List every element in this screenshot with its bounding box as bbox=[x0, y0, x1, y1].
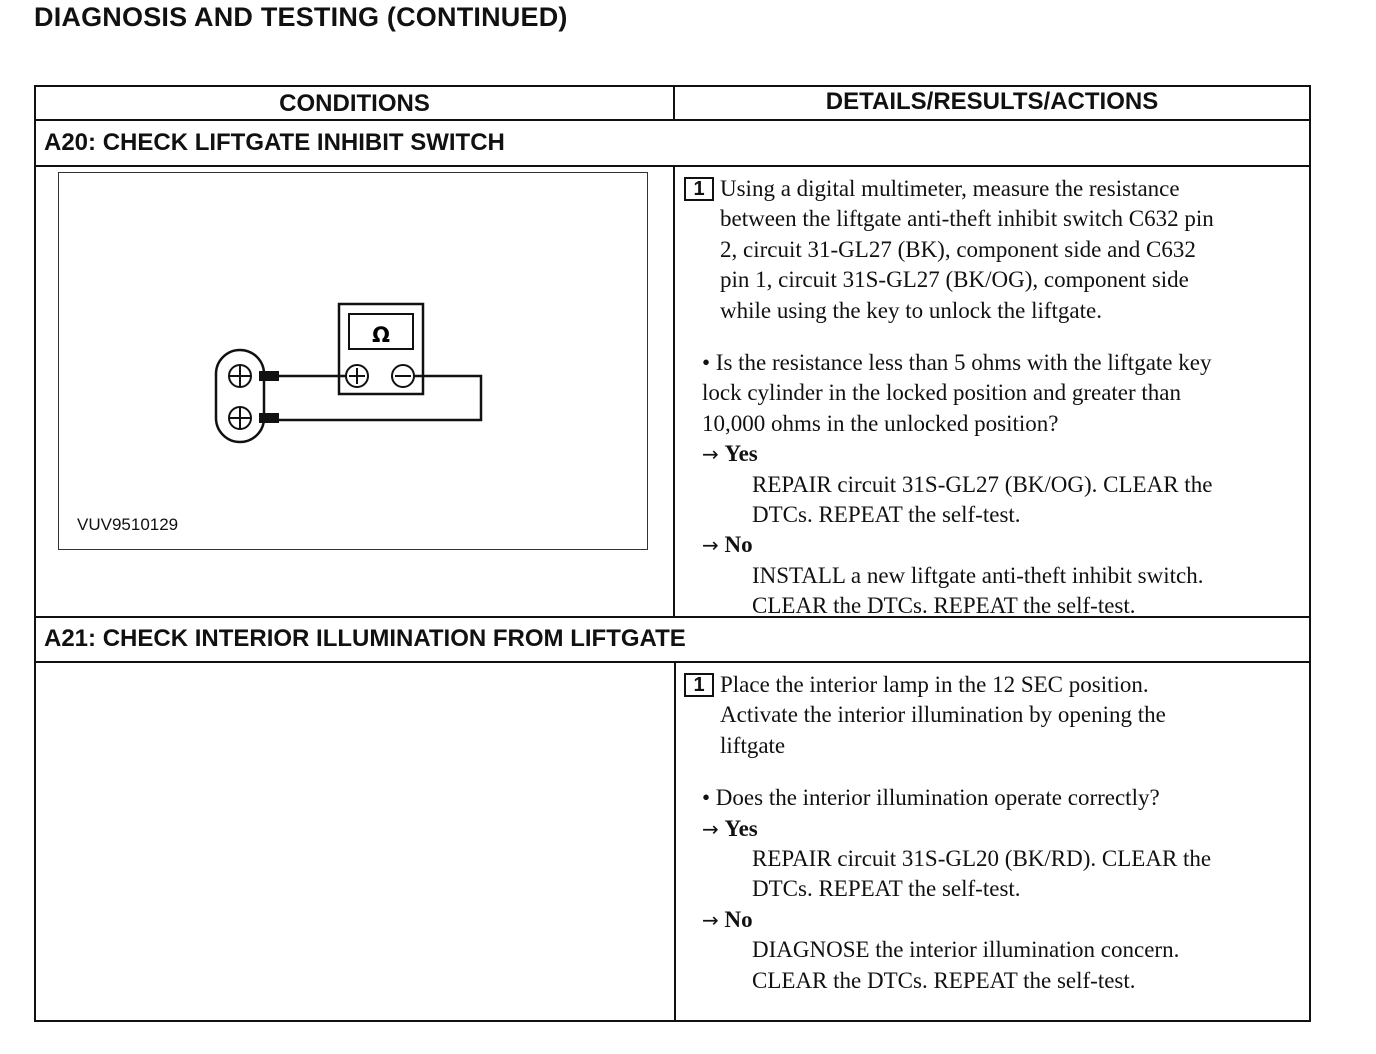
instruction-line: pin 1, circuit 31S-GL27 (BK/OG), component side bbox=[720, 267, 1189, 293]
substep-1 bbox=[684, 670, 1304, 761]
instruction-line: liftgate bbox=[720, 732, 786, 758]
instruction-line: between the liftgate anti-theft inhibit switch C632 pin bbox=[720, 206, 1214, 232]
arrow-right-icon: → bbox=[702, 442, 719, 467]
instruction-line: Using a digital multimeter, measure the resistance bbox=[720, 176, 1180, 201]
action-line: INSTALL a new liftgate anti-theft inhibit switch. bbox=[752, 562, 1204, 588]
action-line: REPAIR circuit 31S-GL20 (BK/RD). CLEAR the bbox=[752, 846, 1212, 872]
substep-number: 1 bbox=[684, 177, 714, 201]
yes-answer bbox=[702, 814, 1304, 844]
action-line: DIAGNOSE the interior illumination concern. bbox=[752, 937, 1180, 963]
no-label: No bbox=[724, 532, 753, 558]
step-a21-divider bbox=[36, 661, 1309, 663]
no-action bbox=[752, 561, 1304, 622]
column-header-conditions: CONDITIONS bbox=[279, 90, 430, 117]
switch-connector-icon bbox=[216, 350, 279, 442]
a20-column-divider bbox=[673, 165, 675, 616]
action-line: REPAIR circuit 31S-GL27 (BK/OG). CLEAR the bbox=[752, 471, 1213, 497]
question bbox=[702, 348, 1304, 439]
question-line: • Does the interior illumination operate correctly? bbox=[702, 785, 1160, 811]
step-a21-title: A21: CHECK INTERIOR ILLUMINATION FROM LIFTGATE bbox=[44, 625, 686, 652]
step-a20-details bbox=[684, 174, 1304, 622]
substep-1 bbox=[684, 174, 1304, 326]
column-header-details: DETAILS/RESULTS/ACTIONS bbox=[825, 88, 1159, 115]
a21-column-divider bbox=[674, 661, 676, 1020]
substep-number: 1 bbox=[684, 673, 714, 697]
yes-label: Yes bbox=[724, 815, 758, 841]
yes-answer bbox=[702, 439, 1304, 469]
arrow-right-icon: → bbox=[702, 816, 719, 841]
no-answer bbox=[702, 530, 1304, 560]
question-line: 10,000 ohms in the unlocked position? bbox=[702, 410, 1059, 436]
multimeter-figure bbox=[58, 172, 648, 550]
no-action bbox=[752, 935, 1304, 996]
action-line: DTCs. REPEAT the self-test. bbox=[752, 876, 1021, 902]
page-title: DIAGNOSIS AND TESTING (CONTINUED) bbox=[34, 2, 568, 32]
instruction-line: Place the interior lamp in the 12 SEC position. bbox=[720, 672, 1149, 697]
figure-id: VUV9510129 bbox=[77, 515, 179, 534]
diagnosis-table bbox=[34, 85, 1311, 1022]
multimeter-icon bbox=[59, 173, 649, 551]
no-label: No bbox=[724, 906, 753, 932]
action-line: CLEAR the DTCs. REPEAT the self-test. bbox=[752, 593, 1136, 619]
yes-action bbox=[752, 844, 1304, 905]
arrow-right-icon: → bbox=[702, 907, 719, 932]
step-a21-details bbox=[684, 670, 1304, 996]
instruction-line: while using the key to unlock the liftgate. bbox=[720, 297, 1102, 323]
instruction-line: 2, circuit 31-GL27 (BK), component side and C632 bbox=[720, 236, 1196, 262]
action-line: CLEAR the DTCs. REPEAT the self-test. bbox=[752, 967, 1136, 993]
header-divider bbox=[36, 119, 1309, 121]
yes-action bbox=[752, 470, 1304, 531]
instruction-line: Activate the interior illumination by opening the bbox=[720, 702, 1166, 728]
question-line: • Is the resistance less than 5 ohms with the liftgate key bbox=[702, 350, 1212, 376]
no-answer bbox=[702, 905, 1304, 935]
question-line: lock cylinder in the locked position and greater than bbox=[702, 380, 1182, 406]
yes-label: Yes bbox=[724, 441, 758, 467]
question bbox=[702, 783, 1304, 813]
arrow-right-icon: → bbox=[702, 533, 719, 558]
step-a20-title: A20: CHECK LIFTGATE INHIBIT SWITCH bbox=[44, 129, 505, 156]
action-line: DTCs. REPEAT the self-test. bbox=[752, 502, 1021, 528]
meter-symbol: Ω bbox=[372, 323, 390, 347]
